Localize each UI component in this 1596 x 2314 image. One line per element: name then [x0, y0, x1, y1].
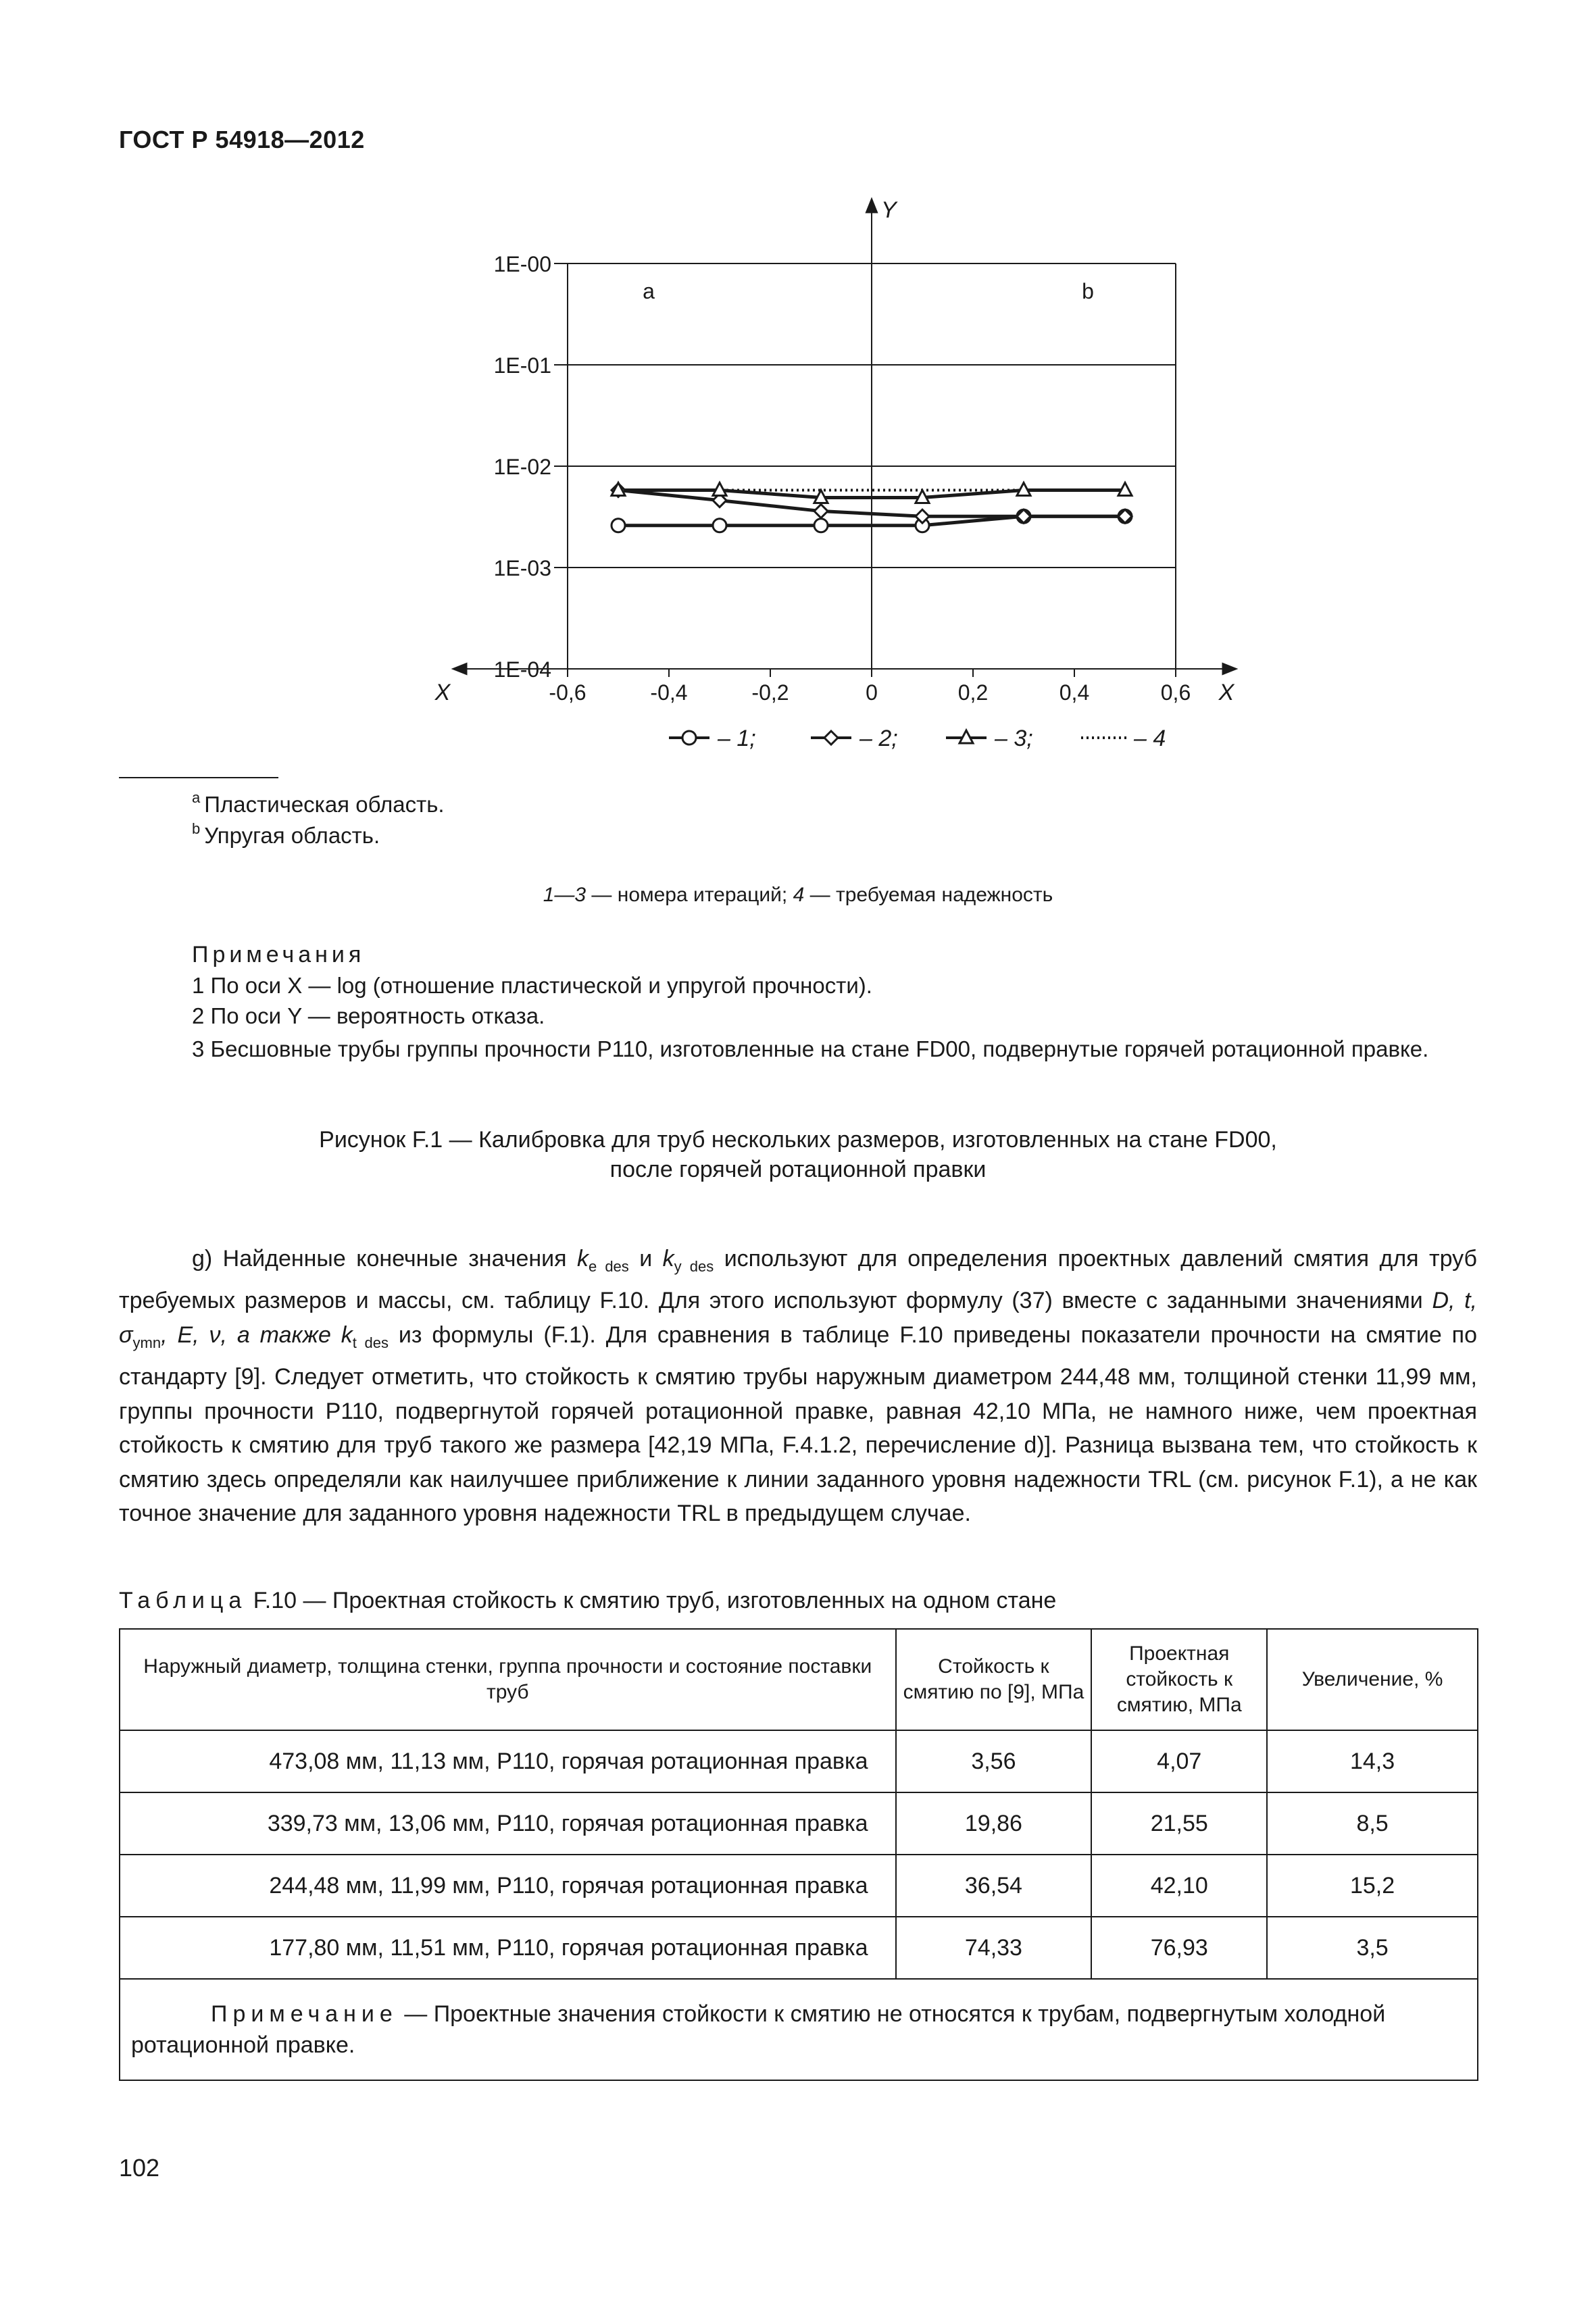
cell-pipe: 339,73 мм, 13,06 мм, Р110, горячая ротационная правка	[120, 1792, 896, 1855]
x-tick-label: -0,4	[650, 680, 688, 705]
table-row	[120, 1730, 1478, 1792]
table-title: Таблица F.10 — Проектная стойкость к смятию труб, изготовленных на одном стане	[119, 1588, 1057, 1613]
note-3: 3 Бесшовные трубы группы прочности Р110, изготовленные на стане FD00, подвернутые горячей ротационной правке.	[192, 1036, 1429, 1061]
table-note: Примечание — Проектные значения стойкости к смятию не относятся к трубам, подвергнутым холодной ротационной правке.	[120, 1979, 1478, 2080]
x-axis-label-right: X	[1218, 680, 1235, 705]
series-2-point	[814, 505, 828, 518]
cell-design: 76,93	[1091, 1917, 1267, 1979]
series-1-point	[814, 519, 828, 532]
cell-design: 4,07	[1091, 1730, 1267, 1792]
cell-increase: 3,5	[1267, 1917, 1478, 1979]
notes-title: Примечания	[192, 942, 366, 967]
legend-marker	[824, 731, 838, 745]
x-tick-label: -0,2	[751, 680, 789, 705]
note-2: 2 По оси Y — вероятность отказа.	[192, 1003, 545, 1028]
note-1: 1 По оси X — log (отношение пластической и упругой прочности).	[192, 973, 872, 998]
cell-api: 74,33	[896, 1917, 1092, 1979]
region-a-label: a	[643, 279, 655, 303]
figure-legend-note: 1—3 — номера итераций; 4 — требуемая надежность	[543, 884, 1053, 906]
header-pipe: Наружный диаметр, толщина стенки, группа прочности и состояние поставки труб	[120, 1629, 896, 1730]
page-number: 102	[119, 2154, 160, 2182]
legend-label: – 4	[1134, 726, 1166, 751]
series-1-point	[612, 519, 625, 532]
cell-pipe: 473,08 мм, 11,13 мм, Р110, горячая ротационная правка	[120, 1730, 896, 1792]
x-tick-label: 0,6	[1160, 680, 1191, 705]
figure-caption-line1: Рисунок F.1 — Калибровка для труб нескольких размеров, изготовленных на стане FD00,	[319, 1127, 1277, 1153]
legend-label: – 1;	[718, 726, 756, 751]
y-tick-label: 1E-00	[493, 252, 551, 276]
table-header-row	[120, 1629, 1478, 1730]
legend-label: – 3;	[995, 726, 1033, 751]
region-b-label: b	[1082, 279, 1094, 303]
footnote-a: $^a$ Пластическая область.	[192, 789, 445, 817]
cell-design: 42,10	[1091, 1855, 1267, 1917]
y-tick-label: 1E-02	[493, 455, 551, 479]
table-note-row	[120, 1979, 1478, 2080]
cell-increase: 8,5	[1267, 1792, 1478, 1855]
legend-label: – 2;	[859, 726, 898, 751]
x-tick-label: 0,4	[1059, 680, 1090, 705]
cell-increase: 14,3	[1267, 1730, 1478, 1792]
y-tick-label: 1E-04	[493, 657, 551, 682]
x-tick-label: 0,2	[957, 680, 989, 705]
footnote-divider	[119, 777, 278, 778]
body-paragraph: g) Найденные конечные значения $k_{e des}$ и $k_{y des}$ используют для определения проектных давлений смятия для труб требуемых размеров и массы, см. таблицу F.10. Для этого используют формулу (37) вместе с заданными значениями D, t, $\sigma_{ymn}$, E, ν, а также $k_{t des}$ из формулы (F.1). Для сравнения в таблице F.10 приведены показатели прочности на смятие по стандарту [9]. Следует отметить, что стойкость к смятию трубы наружным диаметром 244,48 мм, толщиной стенки 11,99 мм, группы прочности Р110, подвергнутой горячей ротационной правке, равная 42,10 МПа, не намного ниже, чем проектная стойкость к смятию для труб такого же размера [42,19 МПа, F.4.1.2, перечисление d)]. Разница вызвана тем, что стойкость к смятию здесь определяли как наилучшее приближение к линии заданного уровня надежности TRL (см. рисунок F.1), а не как точное значение для заданного уровня надежности TRL в предыдущем случае.	[119, 1246, 1478, 1527]
footnote-b: $^b$ Упругая область.	[192, 820, 380, 848]
reliability-chart	[405, 189, 1270, 777]
cell-pipe: 244,48 мм, 11,99 мм, Р110, горячая ротационная правка	[120, 1855, 896, 1917]
series-1-point	[713, 519, 726, 532]
cell-design: 21,55	[1091, 1792, 1267, 1855]
table-row	[120, 1855, 1478, 1917]
table-row	[120, 1917, 1478, 1979]
y-tick-label: 1E-01	[493, 353, 551, 378]
y-tick-label: 1E-03	[493, 556, 551, 580]
y-axis-label: Y	[881, 197, 897, 223]
x-tick-label: -0,6	[549, 680, 587, 705]
cell-increase: 15,2	[1267, 1855, 1478, 1917]
header-increase: Увеличение, %	[1267, 1629, 1478, 1730]
document-header: ГОСТ Р 54918—2012	[119, 126, 365, 153]
x-tick-label: 0	[866, 680, 878, 705]
collapse-resistance-table	[119, 1628, 1478, 2081]
cell-api: 36,54	[896, 1855, 1092, 1917]
cell-api: 19,86	[896, 1792, 1092, 1855]
header-design: Проектная стойкость к смятию, МПа	[1091, 1629, 1267, 1730]
x-axis-label-left: X	[434, 680, 451, 705]
cell-api: 3,56	[896, 1730, 1092, 1792]
legend-marker	[682, 731, 696, 745]
cell-pipe: 177,80 мм, 11,51 мм, Р110, горячая ротационная правка	[120, 1917, 896, 1979]
figure-caption-line2: после горячей ротационной правки	[609, 1157, 987, 1182]
table-row	[120, 1792, 1478, 1855]
header-api: Стойкость к смятию по [9], МПа	[896, 1629, 1092, 1730]
